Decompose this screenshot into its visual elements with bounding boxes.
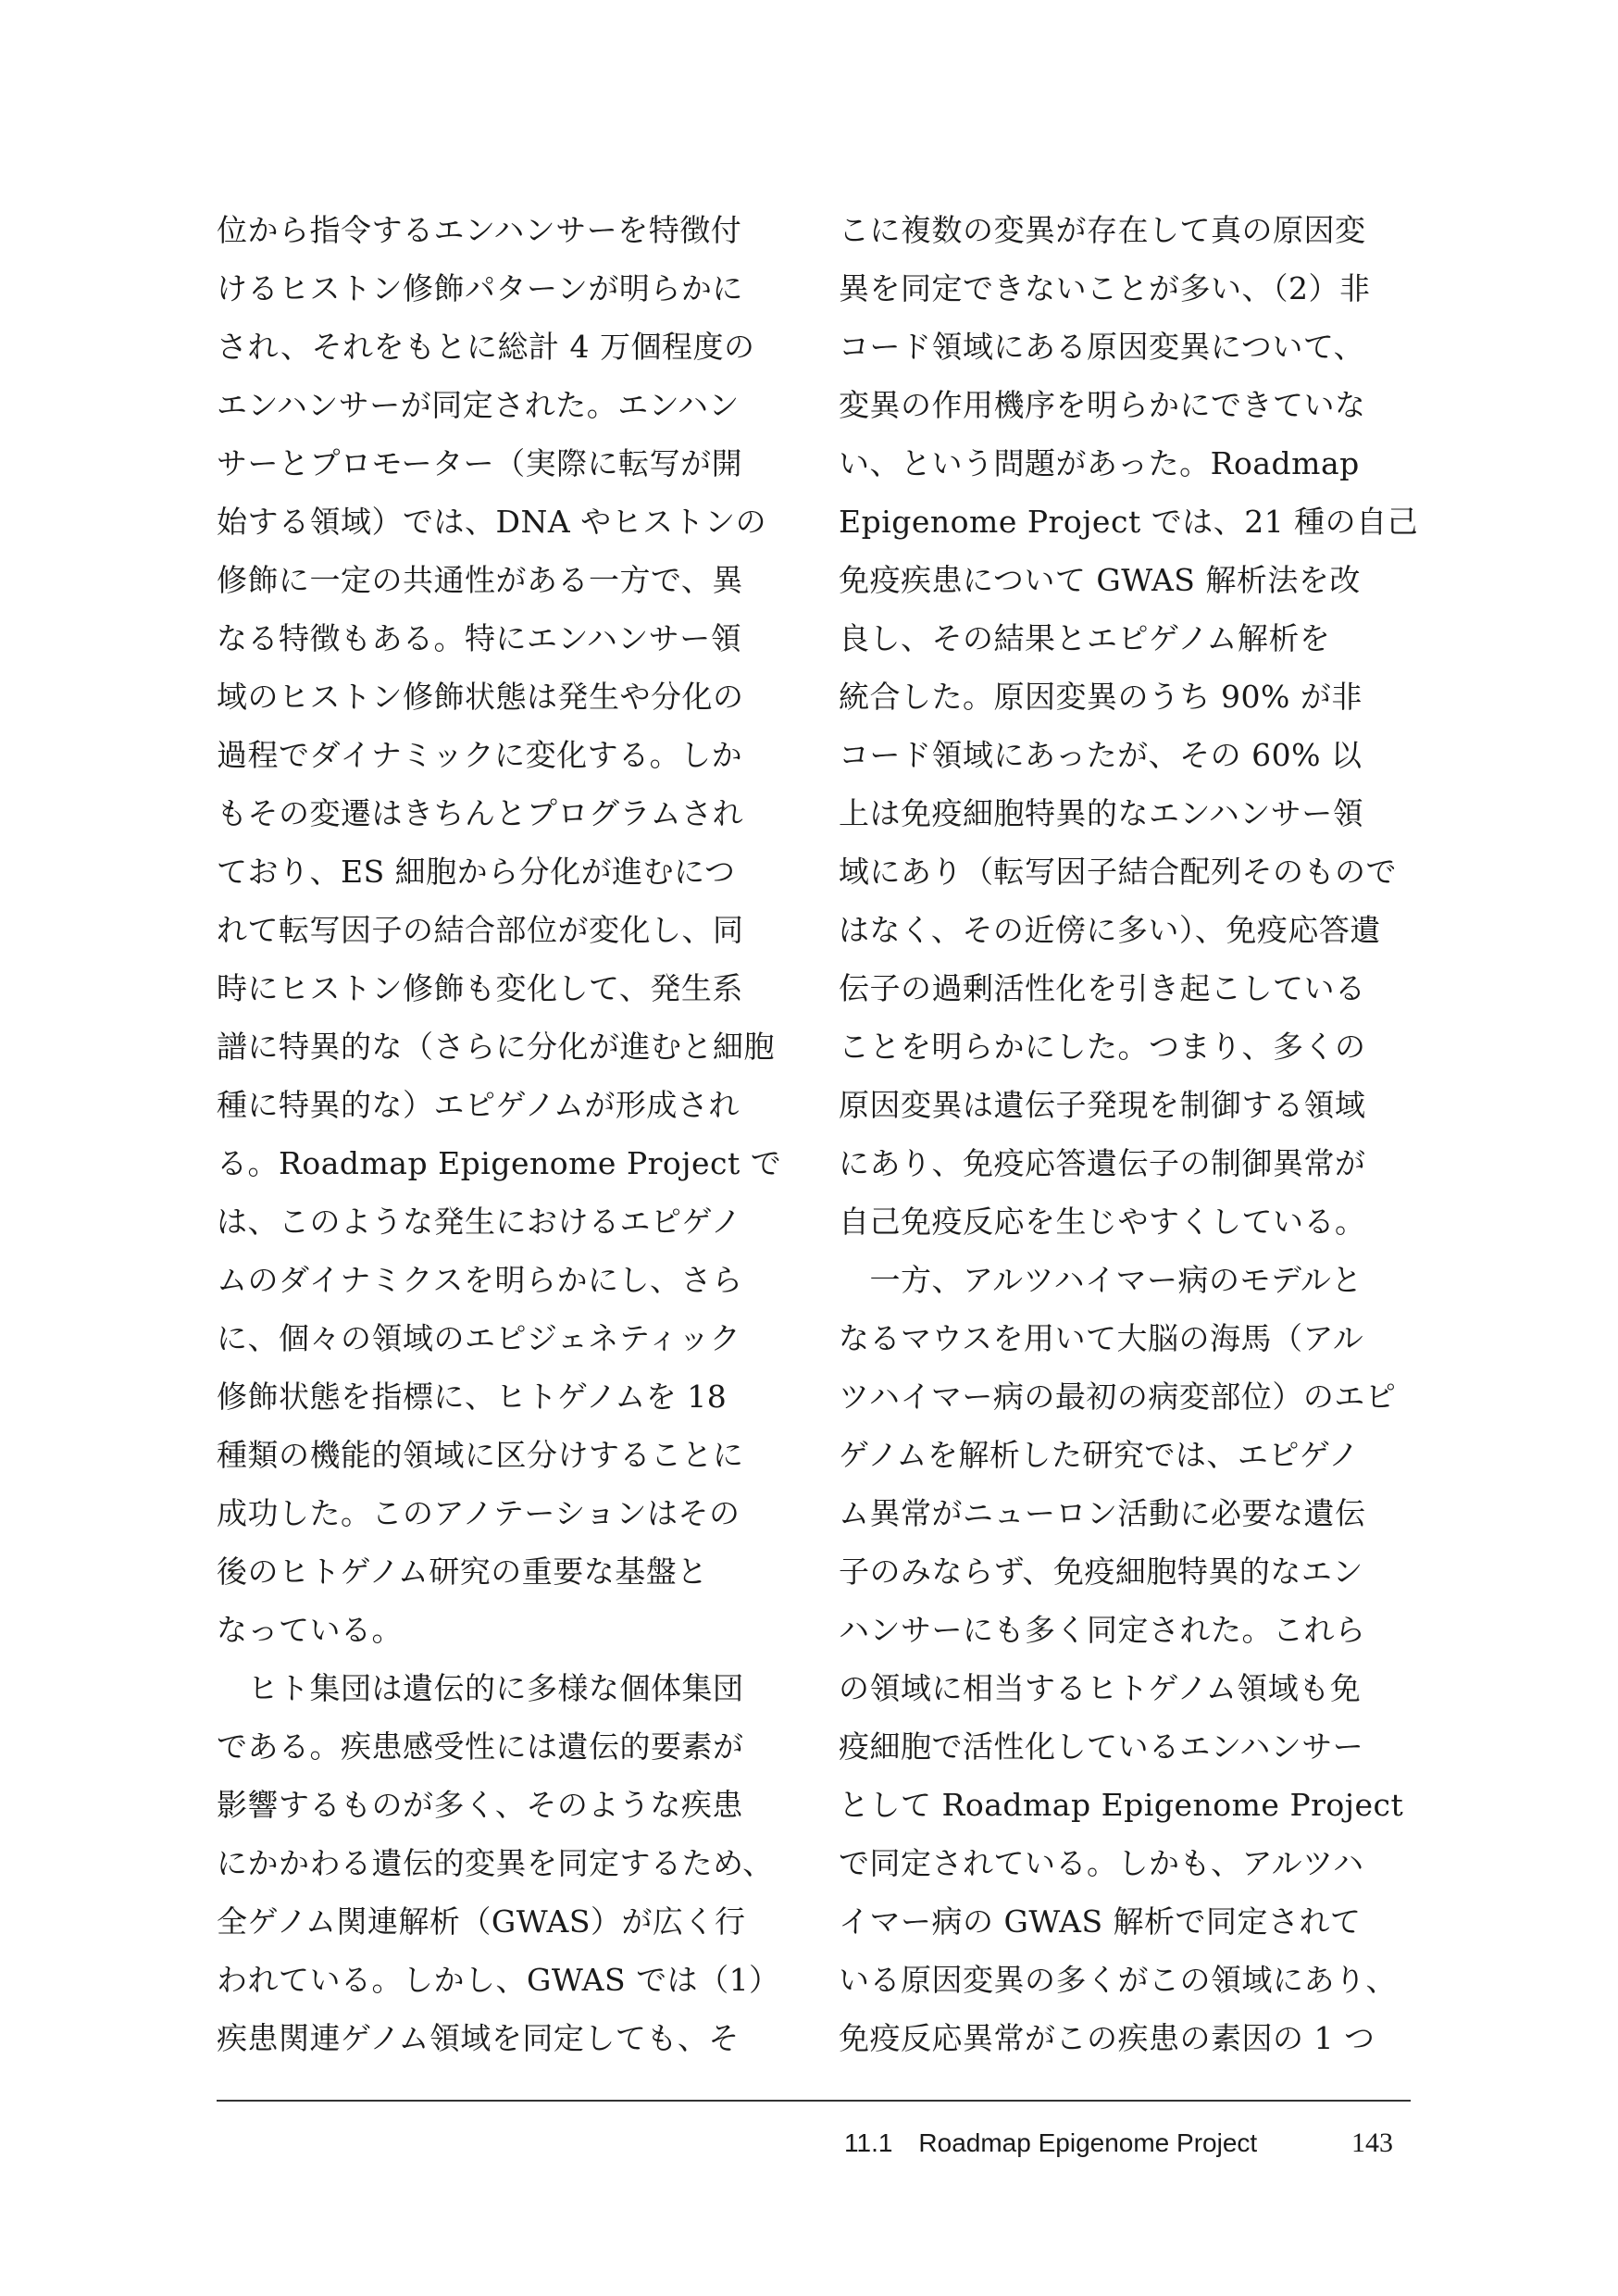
text-line: ており、ES 細胞から分化が進むにつ — [217, 854, 736, 890]
text-line: 免疫反応異常がこの疾患の素因の 1 つ — [839, 2020, 1375, 2056]
text-line: 位から指令するエンハンサーを特徴付 — [217, 212, 742, 248]
text-line: ゲノムを解析した研究では、エピゲノ — [839, 1437, 1360, 1473]
text-line: コード領域にあったが、その 60% 以 — [839, 737, 1363, 773]
text-line: にあり、免疫応答遺伝子の制御異常が — [839, 1145, 1366, 1181]
text-line: 一方、アルツハイマー病のモデルと — [839, 1262, 1363, 1298]
text-line: で同定されている。しかも、アルツハ — [839, 1845, 1364, 1881]
text-line: の領域に相当するヒトゲノム領域も免 — [839, 1670, 1362, 1706]
text-line: Epigenome Project では、21 種の自己 — [839, 504, 1419, 540]
text-line: として Roadmap Epigenome Project — [839, 1787, 1404, 1823]
text-line: ツハイマー病の最初の病変部位）のエピ — [839, 1379, 1397, 1415]
text-line: イマー病の GWAS 解析で同定されて — [839, 1903, 1362, 1940]
text-line: 全ゲノム関連解析（GWAS）が広く行 — [217, 1903, 746, 1940]
text-line: 修飾状態を指標に、ヒトゲノムを 18 — [217, 1379, 728, 1415]
text-line: である。疾患感受性には遺伝的要素が — [217, 1728, 744, 1765]
text-line: ヒト集団は遺伝的に多様な個体集団 — [217, 1670, 744, 1706]
footer-divider — [217, 2100, 1411, 2102]
text-line: ハンサーにも多く同定された。これら — [839, 1612, 1366, 1648]
text-line: エンハンサーが同定された。エンハン — [217, 387, 740, 423]
text-line: 修飾に一定の共通性がある一方で、異 — [217, 562, 743, 598]
text-line: 域にあり（転写因子結合配列そのもので — [839, 854, 1397, 890]
text-line: こに複数の変異が存在して真の原因変 — [839, 212, 1366, 248]
text-line: る。Roadmap Epigenome Project で — [217, 1145, 782, 1181]
text-line: 疾患関連ゲノム領域を同定しても、そ — [217, 2020, 740, 2056]
text-line: 譜に特異的な（さらに分化が進むと細胞 — [217, 1029, 775, 1065]
text-line: ムのダイナミクスを明らかにし、さら — [217, 1262, 743, 1298]
text-line: もその変遷はきちんとプログラムされ — [217, 795, 744, 831]
text-line: サーとプロモーター（実際に転写が開 — [217, 445, 743, 481]
text-line: なっている。 — [217, 1612, 403, 1648]
text-line: され、それをもとに総計 4 万個程度の — [217, 329, 755, 365]
text-line: ことを明らかにした。つまり、多くの — [839, 1029, 1366, 1065]
text-line: 免疫疾患について GWAS 解析法を改 — [839, 562, 1361, 598]
text-line: 良し、その結果とエピゲノム解析を — [839, 620, 1331, 656]
text-line: 始する領域）では、DNA やヒストンの — [217, 504, 767, 540]
text-line: れて転写因子の結合部位が変化し、同 — [217, 912, 744, 948]
text-line: 原因変異は遺伝子発現を制御する領域 — [839, 1087, 1366, 1123]
text-line: 影響するものが多く、そのような疾患 — [217, 1787, 743, 1823]
text-line: い、という問題があった。Roadmap — [839, 445, 1360, 481]
text-line: 種類の機能的領域に区分けすることに — [217, 1437, 744, 1473]
text-line: なるマウスを用いて大脳の海馬（アル — [839, 1320, 1364, 1356]
text-line: に、個々の領域のエピジェネティック — [217, 1320, 741, 1356]
text-line: 後のヒトゲノム研究の重要な基盤と — [217, 1554, 708, 1590]
text-line: にかかわる遺伝的変異を同定するため、 — [217, 1845, 774, 1881]
text-line: 疫細胞で活性化しているエンハンサー — [839, 1728, 1364, 1765]
text-line: 上は免疫細胞特異的なエンハンサー領 — [839, 795, 1364, 831]
text-line: なる特徴もある。特にエンハンサー領 — [217, 620, 742, 656]
text-line: 伝子の過剰活性化を引き起こしている — [839, 970, 1366, 1006]
text-line: 変異の作用機序を明らかにできていな — [839, 387, 1366, 423]
text-line: 種に特異的な）エピゲノムが形成され — [217, 1087, 740, 1123]
text-line: 統合した。原因変異のうち 90% が非 — [839, 679, 1363, 715]
text-line: は、このような発生におけるエピゲノ — [217, 1204, 742, 1240]
text-line: いる原因変異の多くがこの領域にあり、 — [839, 1962, 1397, 1998]
text-line: 自己免疫反応を生じやすくしている。 — [839, 1204, 1366, 1240]
text-line: 異を同定できないことが多い、（2）非 — [839, 270, 1371, 306]
text-line: 時にヒストン修飾も変化して、発生系 — [217, 970, 743, 1006]
text-line: はなく、その近傍に多い）、免疫応答遺 — [839, 912, 1381, 948]
page-number: 143 — [1351, 2128, 1393, 2158]
text-line: われている。しかし、GWAS では（1） — [217, 1962, 780, 1998]
text-line: コード領域にある原因変異について、 — [839, 329, 1365, 365]
running-footer-section-title: 11.1 Roadmap Epigenome Project — [844, 2128, 1258, 2157]
text-line: 子のみならず、免疫細胞特異的なエン — [839, 1554, 1363, 1590]
text-line: けるヒストン修飾パターンが明らかに — [217, 270, 743, 306]
text-line: 過程でダイナミックに変化する。しか — [217, 737, 743, 773]
text-line: 成功した。このアノテーションはその — [217, 1495, 741, 1531]
text-line: 域のヒストン修飾状態は発生や分化の — [217, 679, 744, 715]
text-line: ム異常がニューロン活動に必要な遺伝 — [839, 1495, 1366, 1531]
